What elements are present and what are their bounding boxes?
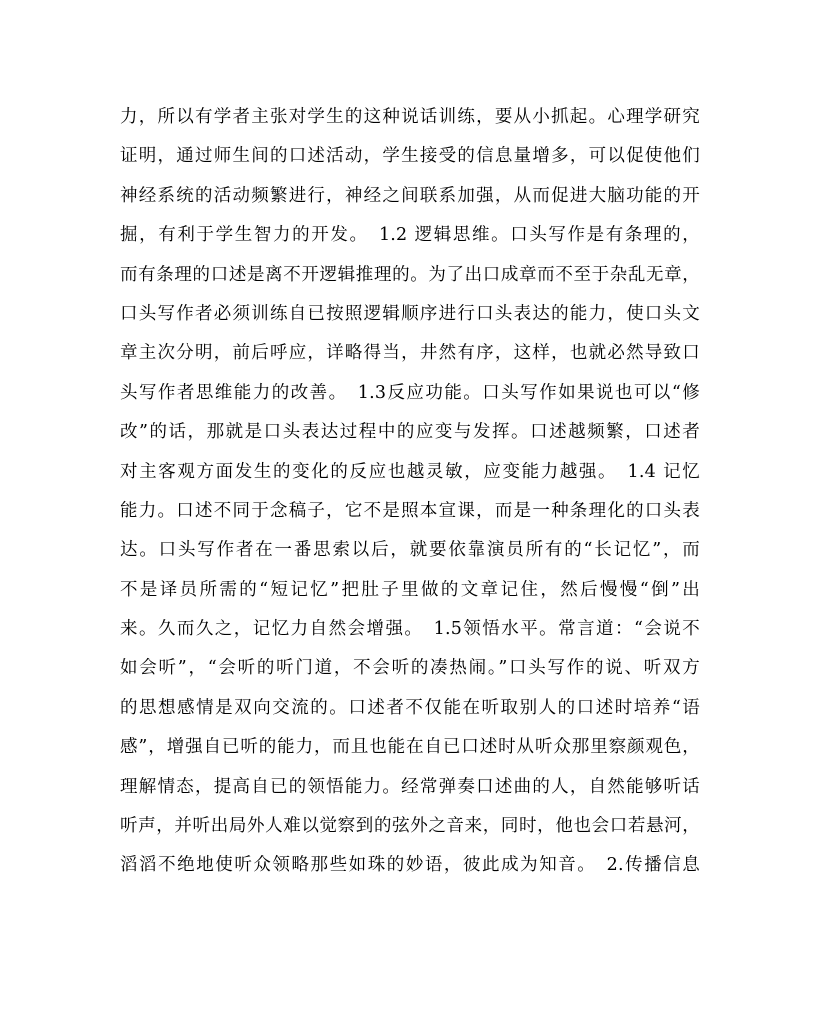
- text-line: 证明，通过师生间的口述活动，学生接受的信息量增多，可以促使他们: [120, 146, 700, 167]
- text-line: 能力。口述不同于念稿子，它不是照本宣课，而是一种条理化的口头表: [120, 500, 700, 521]
- text-line: 不是译员所需的“短记忆”把肚子里做的文章记住，然后慢慢“倒”出: [120, 579, 700, 600]
- text-line: 来。久而久之，记忆力自然会增强。 1.5领悟水平。常言道：“会说不: [120, 619, 700, 640]
- text-line: 理解情态，提高自已的领悟能力。经常弹奏口述曲的人，自然能够听话: [120, 776, 700, 797]
- text-line: 口头写作者必须训练自已按照逻辑顺序进行口头表达的能力，使口头文: [120, 303, 700, 324]
- text-line: 达。口头写作者在一番思索以后，就要依靠演员所有的“长记忆”，而: [120, 540, 700, 561]
- text-line: 对主客观方面发生的变化的反应也越灵敏，应变能力越强。 1.4 记忆: [120, 461, 700, 482]
- text-line: 如会听”，“会听的听门道，不会听的凑热闹。”口头写作的说、听双方: [120, 658, 700, 679]
- text-line: 改”的话，那就是口头表达过程中的应变与发挥。口述越频繁，口述者: [120, 422, 700, 443]
- text-line: 听声，并听出局外人难以觉察到的弦外之音来，同时，他也会口若悬河，: [120, 816, 700, 837]
- text-line: 而有条理的口述是离不开逻辑推理的。为了出口成章而不至于杂乱无章，: [120, 264, 700, 285]
- text-line: 感”，增强自已听的能力，而且也能在自已口述时从听众那里察颜观色，: [120, 737, 700, 758]
- text-line: 力，所以有学者主张对学生的这种说话训练，要从小抓起。心理学研究: [120, 107, 700, 127]
- text-line: 的思想感情是双向交流的。口述者不仅能在听取别人的口述时培养“语: [120, 697, 700, 718]
- text-line: 章主次分明，前后呼应，详略得当，井然有序，这样，也就必然导致口: [120, 343, 700, 364]
- text-line: 神经系统的活动频繁进行，神经之间联系加强，从而促进大脑功能的开: [120, 185, 700, 206]
- text-line: 掘，有利于学生智力的开发。 1.2 逻辑思维。口头写作是有条理的，: [120, 225, 700, 246]
- text-line: 头写作者思维能力的改善。 1.3反应功能。口头写作如果说也可以“修: [120, 382, 700, 403]
- body-text: [120, 98, 700, 886]
- text-line: 滔滔不绝地使听众领略那些如珠的妙语，彼此成为知音。 2.传播信息: [120, 855, 700, 876]
